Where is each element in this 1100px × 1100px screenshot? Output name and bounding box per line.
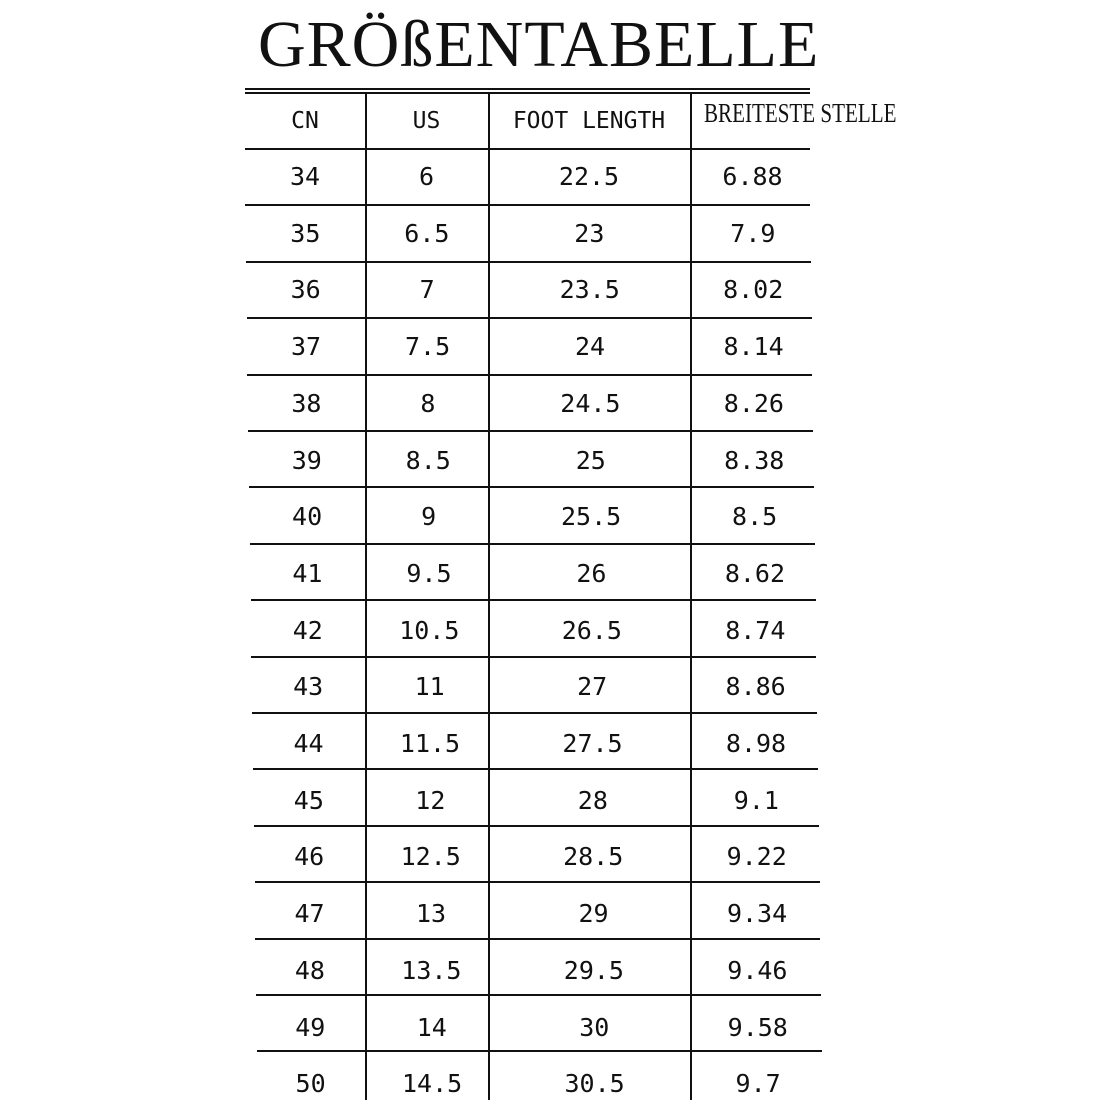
- table-cell: 29.5: [563, 955, 624, 985]
- table-cell: 7: [419, 275, 435, 305]
- row-rule: [246, 261, 811, 263]
- table-cell: 28: [577, 785, 608, 815]
- row-rule: [253, 768, 818, 770]
- table-cell: 27.5: [562, 729, 623, 758]
- row-rule: [249, 486, 814, 488]
- row-rule: [250, 543, 815, 545]
- table-cell: 43: [293, 672, 324, 702]
- table-cell: 30: [579, 1012, 610, 1042]
- table-cell: 8: [420, 388, 436, 418]
- table-cell: 49: [295, 1012, 326, 1042]
- table-cell: 46: [294, 842, 325, 872]
- row-rule: [245, 204, 810, 206]
- header-bottom-rule: [245, 148, 810, 150]
- table-cell: 35: [290, 218, 321, 248]
- table-cell: 9.7: [735, 1069, 781, 1099]
- table-cell: 10.5: [399, 615, 460, 645]
- row-rule: [252, 712, 817, 714]
- row-rule: [254, 825, 819, 827]
- page-title: GRÖßENTABELLE: [258, 8, 820, 81]
- row-rule: [247, 374, 812, 376]
- table-cell: 26: [576, 558, 607, 588]
- header-cell: CN: [291, 108, 319, 134]
- table-cell: 12.5: [400, 842, 461, 872]
- table-cell: 25.5: [560, 502, 622, 532]
- table-cell: 24: [574, 332, 606, 362]
- table-cell: 8.02: [723, 275, 784, 305]
- header-cell: BREITESTE STELLE: [704, 98, 897, 128]
- table-cell: 9.34: [726, 899, 788, 929]
- table-cell: 7.9: [730, 218, 776, 248]
- table-cell: 22.5: [558, 162, 620, 191]
- header-top-rule: [245, 92, 810, 94]
- row-rule: [251, 599, 816, 601]
- row-rule: [251, 656, 816, 658]
- table-cell: 9.22: [726, 842, 787, 872]
- table-cell: 26.5: [561, 615, 622, 645]
- table-cell: 8.62: [724, 558, 786, 588]
- table-cell: 13: [415, 899, 447, 929]
- table-cell: 38: [291, 388, 322, 418]
- header-cell: US: [412, 108, 441, 134]
- table-cell: 39: [291, 445, 322, 475]
- table-cell: 9.58: [727, 1012, 788, 1042]
- header-cell: FOOT LENGTH: [512, 108, 666, 134]
- table-cell: 9.1: [733, 785, 779, 815]
- table-cell: 14: [416, 1012, 447, 1042]
- title-rule: [245, 88, 810, 90]
- table-cell: 23.5: [559, 275, 620, 305]
- table-cell: 37: [290, 332, 322, 362]
- table-cell: 7.5: [404, 332, 451, 362]
- table-cell: 8.98: [725, 729, 787, 758]
- row-rule: [255, 938, 820, 940]
- table-cell: 6.5: [404, 218, 450, 248]
- table-cell: 47: [294, 899, 325, 929]
- row-rule: [248, 430, 813, 432]
- table-cell: 8.5: [405, 445, 451, 475]
- row-rule: [247, 317, 812, 319]
- table-cell: 8.14: [723, 332, 784, 362]
- table-cell: 6.88: [722, 162, 783, 191]
- table-cell: 27: [577, 672, 608, 702]
- row-rule: [256, 994, 821, 996]
- table-cell: 24.5: [560, 388, 621, 418]
- table-cell: 28.5: [563, 842, 624, 872]
- table-cell: 12: [415, 785, 446, 815]
- table-cell: 42: [292, 615, 323, 645]
- table-cell: 9: [421, 502, 437, 532]
- table-cell: 8.5: [732, 502, 778, 532]
- table-cell: 11.5: [399, 729, 461, 758]
- table-cell: 14.5: [401, 1069, 463, 1099]
- table-cell: 6: [418, 162, 435, 191]
- table-cell: 41: [292, 558, 323, 588]
- table-cell: 8.86: [725, 672, 786, 702]
- table-cell: 25: [575, 445, 606, 475]
- table-cell: 45: [293, 785, 324, 815]
- row-rule: [255, 881, 820, 883]
- table-cell: 9.46: [727, 955, 788, 985]
- table-cell: 34: [289, 162, 321, 191]
- table-cell: 8.74: [725, 615, 786, 645]
- table-cell: 13.5: [401, 955, 462, 985]
- table-cell: 8.38: [724, 445, 785, 475]
- table-cell: 50: [295, 1069, 326, 1099]
- table-cell: 8.26: [723, 388, 784, 418]
- table-cell: 40: [292, 502, 323, 532]
- table-cell: 23: [574, 218, 605, 248]
- table-cell: 30.5: [564, 1069, 625, 1099]
- row-rule: [257, 1050, 822, 1052]
- table-cell: 29: [578, 899, 609, 929]
- table-cell: 48: [294, 955, 325, 985]
- table-cell: 9.5: [406, 558, 452, 588]
- table-cell: 11: [414, 672, 445, 702]
- table-cell: 44: [293, 729, 324, 758]
- table-cell: 36: [290, 275, 321, 305]
